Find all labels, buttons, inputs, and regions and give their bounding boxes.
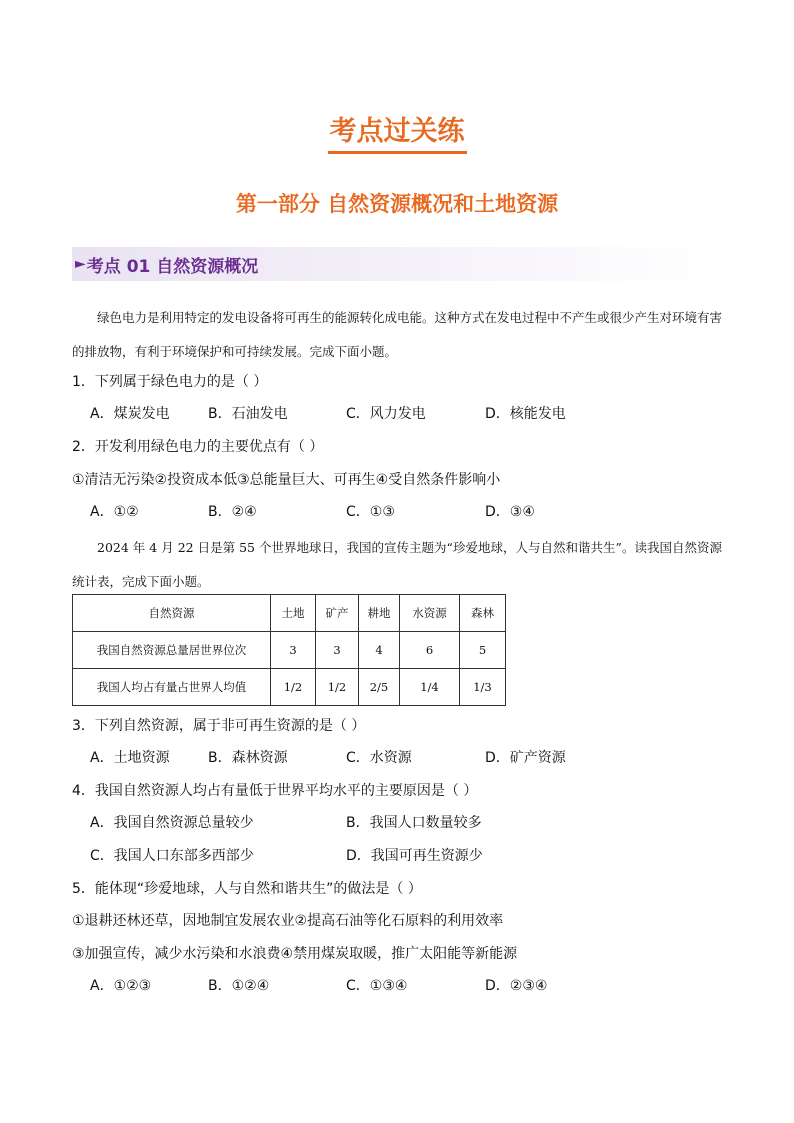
table-header-cell: 森林 <box>460 595 506 632</box>
question-4-option-a[interactable]: A．我国自然资源总量较少 <box>90 815 254 831</box>
question-5-option-c[interactable]: C．①③④ <box>346 978 408 994</box>
question-4-option-b[interactable]: B．我国人口数量较多 <box>346 815 482 831</box>
question-2-option-c[interactable]: C．①③ <box>346 504 395 520</box>
triangle-right-icon: ► <box>75 256 86 272</box>
page-title <box>0 114 794 154</box>
table-cell: 我国人均占有量占世界人均值 <box>73 669 271 706</box>
question-4-option-c[interactable]: C．我国人口东部多西部少 <box>90 848 254 864</box>
question-5-option-b[interactable]: B．①②④ <box>208 978 270 994</box>
topic-banner <box>72 247 720 281</box>
table-cell: 1/3 <box>460 669 506 706</box>
question-5-option-a[interactable]: A．①②③ <box>90 978 152 994</box>
question-3-option-a[interactable]: A．土地资源 <box>90 750 170 766</box>
table-header-cell: 土地 <box>271 595 316 632</box>
question-3-option-b[interactable]: B．森林资源 <box>208 750 288 766</box>
question-1-option-d[interactable]: D．核能发电 <box>485 406 566 422</box>
question-4-option-d[interactable]: D．我国可再生资源少 <box>346 848 483 864</box>
question-3-options <box>90 747 730 769</box>
table-header-cell: 水资源 <box>400 595 460 632</box>
question-1-option-a[interactable]: A．煤炭发电 <box>90 406 170 422</box>
question-3-stem: 3．下列自然资源，属于非可再生资源的是（ ） <box>72 718 366 734</box>
passage-earth-day: 2024 年 4 月 22 日是第 55 个世界地球日，我国的宣传主题为“珍爱地球，人与自然和谐共生”。读我国自然资源统计表，完成下面小题。 <box>72 540 722 589</box>
question-3-option-d[interactable]: D．矿产资源 <box>485 750 566 766</box>
table-cell: 5 <box>460 632 506 669</box>
table-cell: 2/5 <box>359 669 400 706</box>
table-row <box>73 669 506 706</box>
question-4-options-row1 <box>90 812 730 834</box>
question-5-options <box>90 975 730 997</box>
topic-label: 考点 01 自然资源概况 <box>86 256 259 277</box>
question-5-statements-1: ①退耕还林还草，因地制宜发展农业②提高石油等化石原料的利用效率 <box>72 913 504 929</box>
table-cell: 3 <box>316 632 359 669</box>
table-header-cell: 自然资源 <box>73 595 271 632</box>
table-cell: 1/2 <box>271 669 316 706</box>
table-cell: 6 <box>400 632 460 669</box>
table-row <box>73 632 506 669</box>
page-title-text: 考点过关练 <box>328 114 467 154</box>
question-2-options <box>90 501 730 523</box>
table-header-row <box>73 595 506 632</box>
question-2-option-a[interactable]: A．①② <box>90 504 139 520</box>
table-cell: 3 <box>271 632 316 669</box>
question-1-option-c[interactable]: C．风力发电 <box>346 406 426 422</box>
question-4-options-row2 <box>90 845 730 867</box>
question-5-option-d[interactable]: D．②③④ <box>485 978 548 994</box>
question-2-statements: ①清洁无污染②投资成本低③总能量巨大、可再生④受自然条件影响小 <box>72 472 501 488</box>
question-2-option-d[interactable]: D．③④ <box>485 504 535 520</box>
table-cell: 1/4 <box>400 669 460 706</box>
natural-resources-table <box>72 594 506 706</box>
section-title: 第一部分 自然资源概况和土地资源 <box>235 192 559 216</box>
table-cell: 4 <box>359 632 400 669</box>
question-1-options <box>90 403 730 425</box>
question-3-option-c[interactable]: C．水资源 <box>346 750 412 766</box>
question-2-stem: 2．开发利用绿色电力的主要优点有（ ） <box>72 439 324 455</box>
passage-green-power: 绿色电力是利用特定的发电设备将可再生的能源转化成电能。这种方式在发电过程中不产生或很少产生对环境有害的排放物，有利于环境保护和可持续发展。完成下面小题。 <box>72 310 723 359</box>
table-header-cell: 矿产 <box>316 595 359 632</box>
table-cell: 我国自然资源总量居世界位次 <box>73 632 271 669</box>
question-5-statements-2: ③加强宣传，减少水污染和水浪费④禁用煤炭取暖，推广太阳能等新能源 <box>72 946 518 962</box>
question-4-stem: 4．我国自然资源人均占有量低于世界平均水平的主要原因是（ ） <box>72 783 478 799</box>
question-1-option-b[interactable]: B．石油发电 <box>208 406 288 422</box>
question-2-option-b[interactable]: B．②④ <box>208 504 257 520</box>
table-cell: 1/2 <box>316 669 359 706</box>
table-header-cell: 耕地 <box>359 595 400 632</box>
question-5-stem: 5．能体现“珍爱地球，人与自然和谐共生”的做法是（ ） <box>72 881 422 897</box>
question-1-stem: 1．下列属于绿色电力的是（ ） <box>72 374 268 390</box>
